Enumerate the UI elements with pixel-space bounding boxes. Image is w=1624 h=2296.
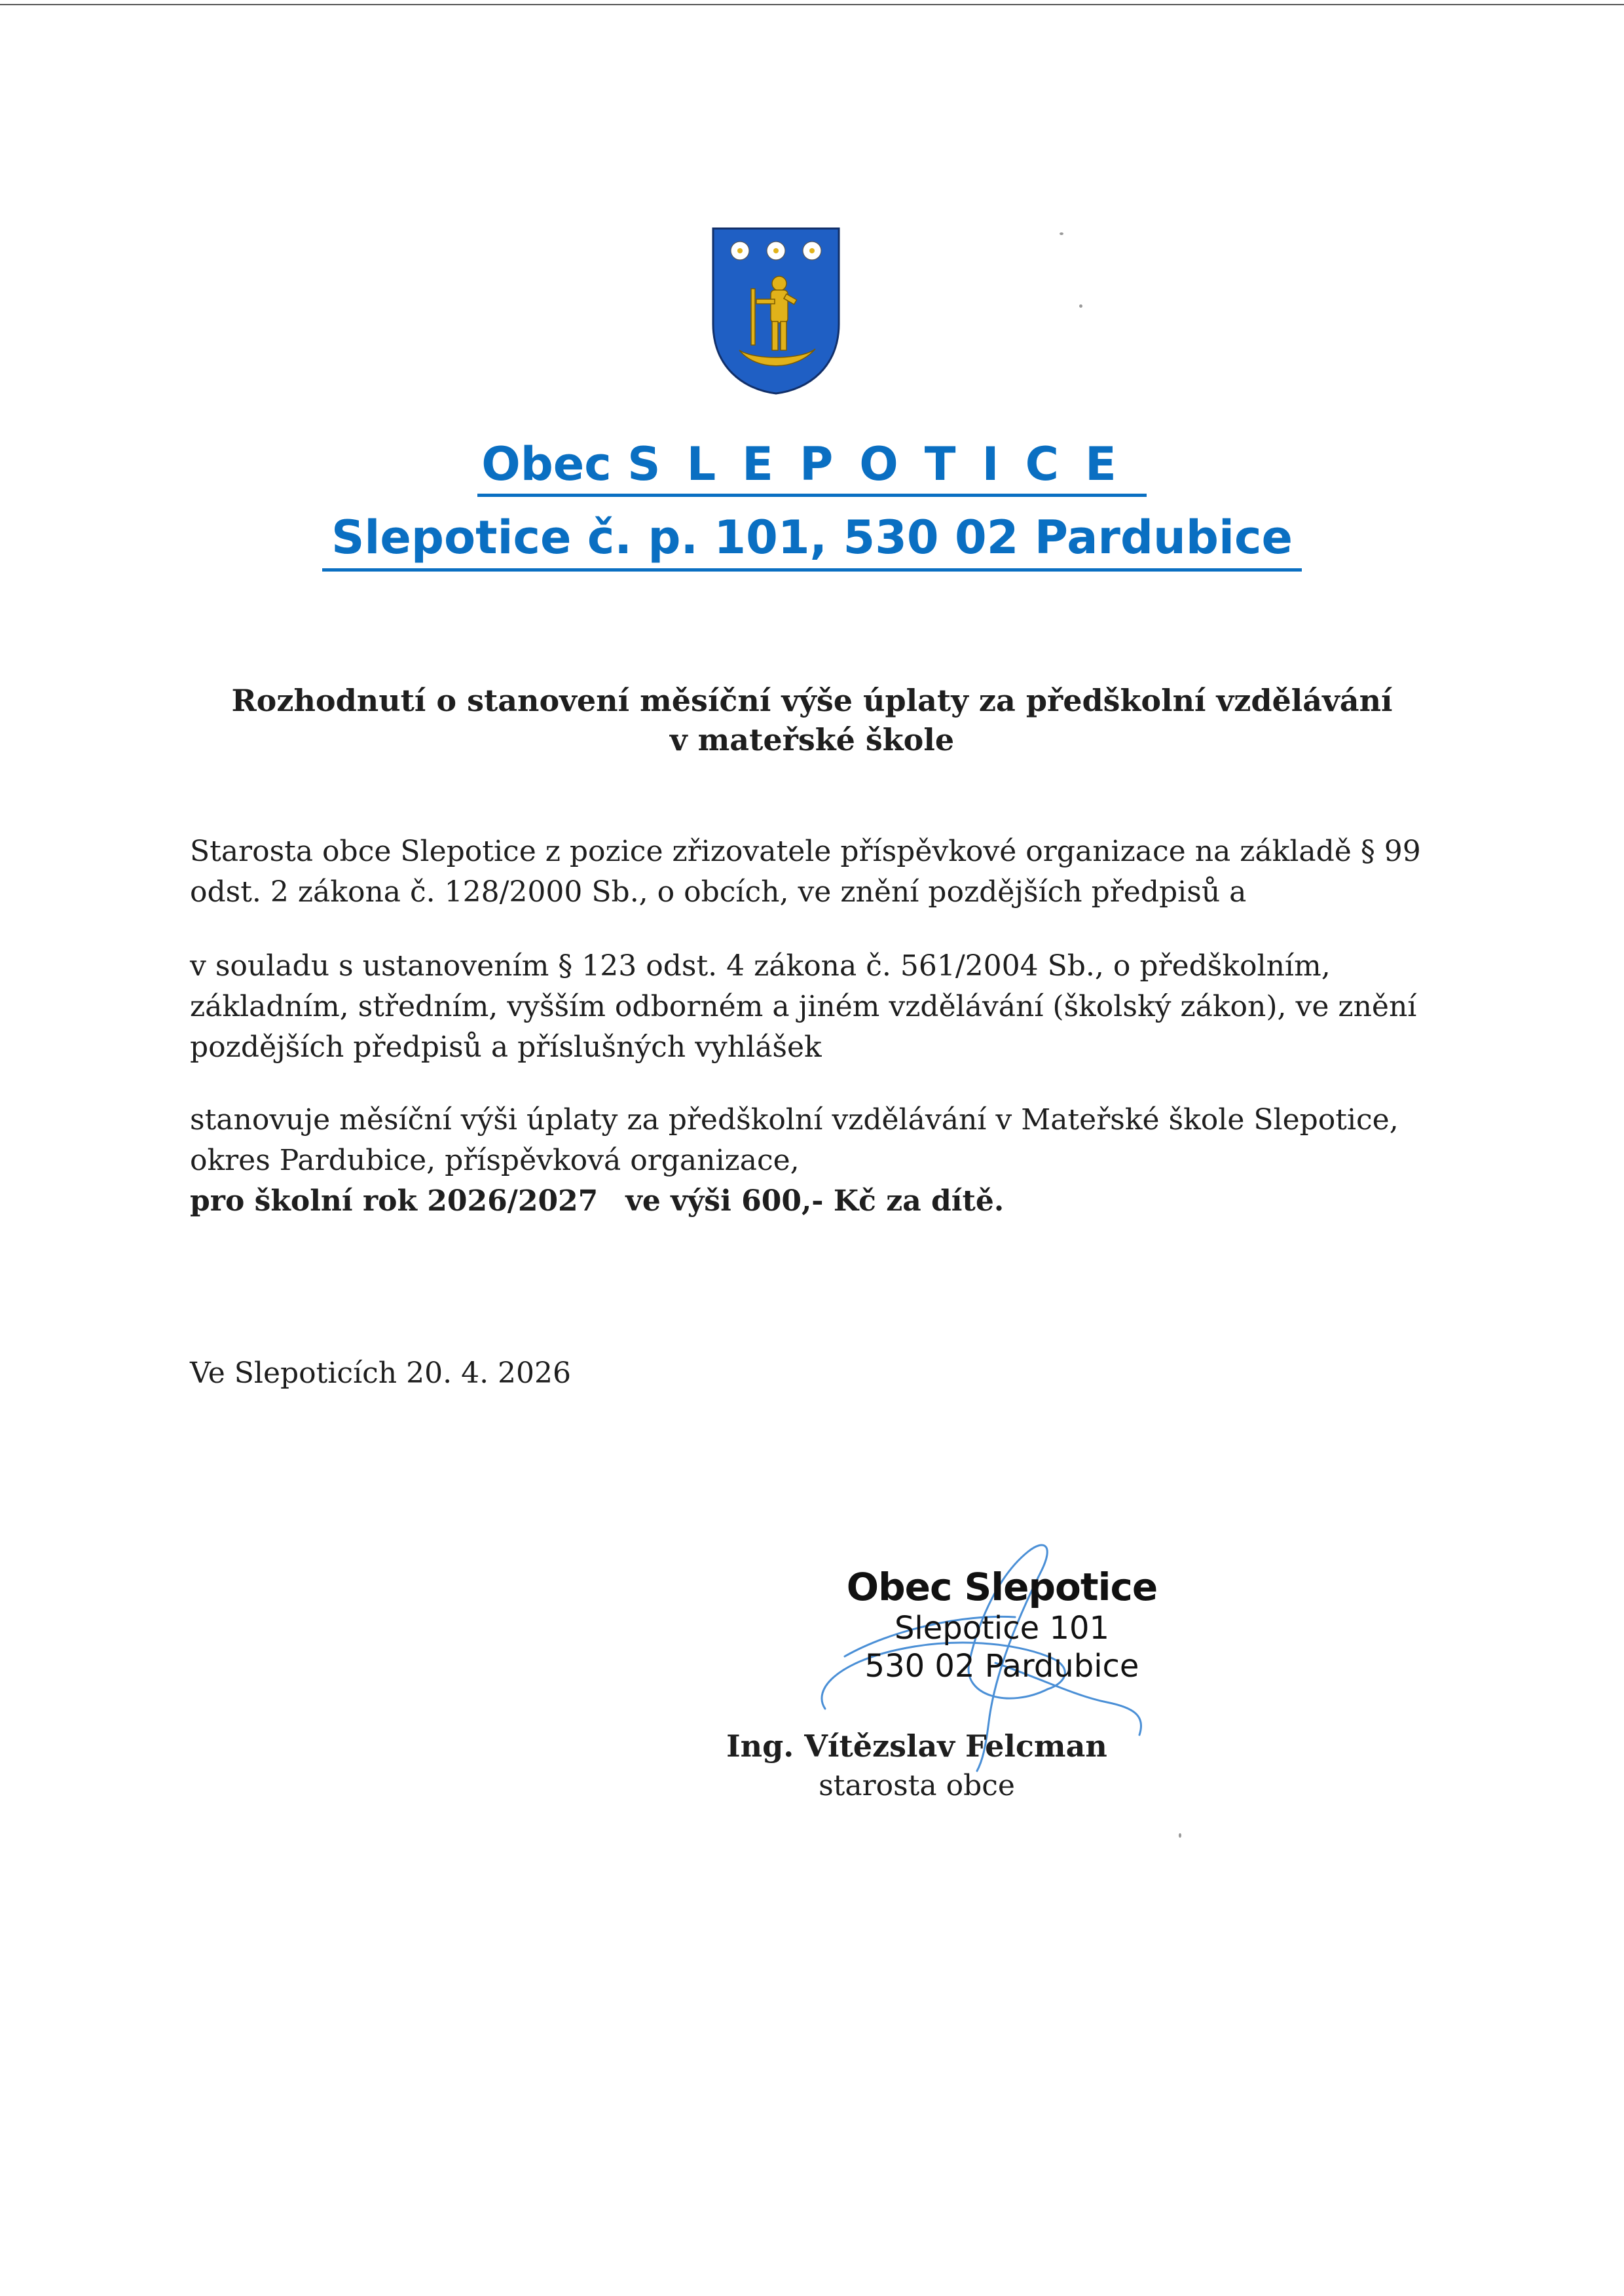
paragraph-2-line-2: základním, středním, vyšším odborném a jiném vzdělávání (školský zákon), ve znění xyxy=(190,990,1417,1023)
header-municipality xyxy=(0,437,1624,491)
scan-speck xyxy=(1179,1833,1181,1838)
coat-of-arms-icon xyxy=(710,226,841,396)
stamp-name: Obec Slepotice xyxy=(846,1565,1158,1609)
header-prefix: Obec xyxy=(481,437,612,491)
scan-speck xyxy=(1079,304,1082,308)
scan-speck xyxy=(1060,232,1063,235)
paragraph-3-line-1: stanovuje měsíční výši úplaty za předškolní vzdělávání v Mateřské škole Slepotice, xyxy=(190,1103,1399,1137)
paragraph-3-line-2: okres Pardubice, příspěvková organizace, xyxy=(190,1144,800,1177)
document-title xyxy=(0,681,1624,759)
header-municipality-name: SLEPOTICE xyxy=(627,437,1143,491)
paragraph-1-line-1: Starosta obce Slepotice z pozice zřizovatele příspěvkové organizace na základě § 99 xyxy=(190,835,1421,868)
document-title-line-1: Rozhodnutí o stanovení měsíční výše úplaty za předškolní vzdělávání xyxy=(231,683,1393,718)
paragraph-2-line-1: v souladu s ustanovením § 123 odst. 4 zákona č. 561/2004 Sb., o předškolním, xyxy=(190,949,1331,983)
stamp-address-1: Slepotice 101 xyxy=(894,1610,1110,1647)
paragraph-3 xyxy=(190,1100,1467,1222)
signer-role: starosta obce xyxy=(819,1769,1015,1802)
document-title-line-2: v mateřské škole xyxy=(669,722,955,757)
fee-statement xyxy=(190,1181,1467,1222)
paragraph-1-line-2: odst. 2 zákona č. 128/2000 Sb., o obcích, ve znění pozdějších předpisů a xyxy=(190,875,1247,909)
fee-amount: ve výši 600,- Kč za dítě. xyxy=(625,1184,1005,1218)
stamp-address-2: 530 02 Pardubice xyxy=(864,1648,1139,1685)
header-address-text: Slepotice č. p. 101, 530 02 Pardubice xyxy=(322,511,1302,572)
top-rule xyxy=(0,4,1624,5)
paragraph-2-line-3: pozdějších předpisů a příslušných vyhlášek xyxy=(190,1030,822,1064)
date-line: Ve Slepoticích 20. 4. 2026 xyxy=(190,1357,572,1390)
paragraph-1 xyxy=(190,831,1467,913)
fee-school-year: pro školní rok 2026/2027 xyxy=(190,1184,599,1218)
signer-name: Ing. Vítězslav Felcman xyxy=(726,1728,1107,1764)
header-address xyxy=(0,511,1624,572)
official-stamp xyxy=(832,1565,1172,1685)
paragraph-2 xyxy=(190,946,1467,1068)
